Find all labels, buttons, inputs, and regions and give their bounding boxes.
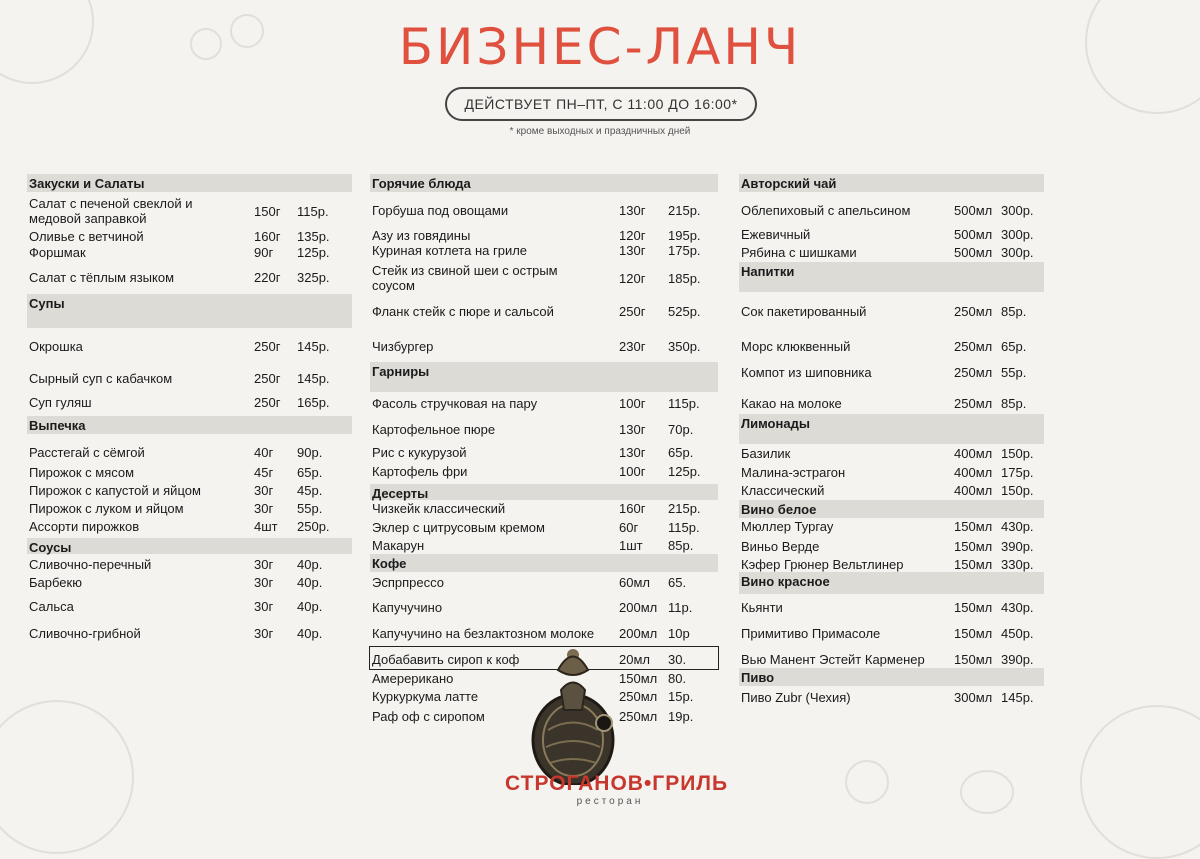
item-name: Кэфер Грюнер Вельтлинер: [741, 556, 904, 572]
menu-item: [27, 464, 352, 480]
item-name: Капучучино: [372, 599, 443, 615]
item-price: 125р.: [668, 463, 701, 479]
menu-item: [739, 648, 1044, 670]
item-portion: 40г: [254, 444, 274, 460]
item-price: 145р.: [297, 338, 330, 354]
menu-item: [370, 242, 718, 258]
menu-item: [27, 262, 352, 292]
bread-sketch: [960, 770, 1014, 814]
item-price: 525р.: [668, 303, 701, 319]
section-header: Вино белое: [739, 500, 1044, 518]
brand-logo: [505, 772, 729, 807]
item-portion: 250мл: [619, 688, 658, 704]
menu-item: [370, 444, 718, 460]
item-price: 175р.: [668, 242, 701, 258]
menu-item: [27, 482, 352, 498]
item-price: 185р.: [668, 270, 701, 286]
item-portion: 500мл: [954, 202, 993, 218]
item-price: 10р: [668, 625, 690, 641]
item-name: Вью Манент Эстейт Карменер: [741, 651, 925, 667]
item-price: 300р.: [1001, 202, 1034, 218]
item-name: Форшмак: [29, 244, 86, 260]
menu-item: [27, 624, 352, 642]
section-header: Супы: [27, 294, 352, 328]
item-name: Горбуша под овощами: [372, 202, 509, 218]
item-name: Ежевичный: [741, 226, 811, 242]
item-portion: 120г: [619, 270, 646, 286]
item-price: 145р.: [1001, 689, 1034, 705]
item-portion: 220г: [254, 269, 281, 285]
item-portion: 400мл: [954, 445, 993, 461]
item-price: 115р.: [297, 203, 329, 219]
menu-item: [739, 244, 1044, 260]
item-portion: 150мл: [954, 518, 993, 534]
item-portion: 30г: [254, 625, 274, 641]
brand-name: СТРОГАНОВ•ГРИЛЬ: [505, 772, 729, 795]
menu-item: [27, 194, 352, 228]
item-portion: 250мл: [954, 338, 993, 354]
item-name: Ассорти пирожков: [29, 518, 140, 534]
item-portion: 400мл: [954, 482, 993, 498]
hours-footnote: * кроме выходных и праздничных дней: [509, 126, 691, 137]
item-portion: 90г: [254, 244, 274, 260]
menu-item: [27, 570, 352, 594]
item-portion: 4шт: [254, 518, 278, 534]
item-name: Чизкейк классический: [372, 500, 506, 516]
menu-item: [27, 444, 352, 460]
menu-item: [739, 196, 1044, 224]
item-price: 65р.: [668, 444, 694, 460]
item-price: 115р.: [668, 519, 700, 535]
item-name: Барбекю: [29, 574, 82, 590]
item-name: Раф оф с сиропом: [372, 708, 485, 724]
item-price: 145р.: [297, 370, 330, 386]
menu-item: [370, 462, 718, 480]
item-price: 65р.: [297, 464, 323, 480]
item-name: Салат с печеной свеклой и медовой заправкой: [29, 196, 193, 226]
menu-item: [370, 416, 718, 442]
item-portion: 30г: [254, 574, 274, 590]
menu-item: [27, 394, 352, 410]
menu-item: [739, 538, 1044, 554]
item-name: Сок пакетированный: [741, 303, 867, 319]
section-header: Закуски и Салаты: [27, 174, 352, 192]
section-header: Пиво: [739, 668, 1044, 686]
item-price: 55р.: [297, 500, 323, 516]
item-portion: 160г: [254, 228, 281, 244]
item-price: 390р.: [1001, 538, 1034, 554]
item-portion: 130г: [619, 421, 646, 437]
item-name: Салат с тёплым языком: [29, 269, 175, 285]
item-name: Пирожок с мясом: [29, 464, 135, 480]
item-price: 350р.: [668, 338, 701, 354]
item-price: 45р.: [297, 482, 323, 498]
section-header: Десерты: [370, 484, 718, 500]
brand-subtitle: ресторан: [576, 796, 644, 807]
item-portion: 30г: [254, 556, 274, 572]
item-name: Стейк из свиной шеи с острым соусом: [372, 263, 558, 293]
item-price: 430р.: [1001, 599, 1034, 615]
item-price: 195р.: [668, 227, 701, 243]
item-name: Классический: [741, 482, 825, 498]
item-price: 150р.: [1001, 482, 1034, 498]
menu-item: [739, 226, 1044, 242]
item-name: Облепиховый с апельсином: [741, 202, 911, 218]
menu-item: [739, 392, 1044, 414]
item-portion: 200мл: [619, 625, 658, 641]
item-name: Рябина с шишками: [741, 244, 857, 260]
item-portion: 230г: [619, 338, 646, 354]
item-name: Малина-эстрагон: [741, 464, 846, 480]
menu-item: [27, 228, 352, 244]
menu-item: [739, 294, 1044, 328]
item-name: Куриная котлета на гриле: [372, 242, 528, 258]
item-portion: 500мл: [954, 226, 993, 242]
item-price: 85р.: [1001, 395, 1027, 411]
section-header: Соусы: [27, 538, 352, 554]
section-header: Напитки: [739, 262, 1044, 292]
item-price: 135р.: [297, 228, 330, 244]
item-portion: 100г: [619, 463, 646, 479]
item-name: Рис с кукурузой: [372, 444, 467, 460]
item-portion: 150мл: [954, 556, 993, 572]
item-price: 175р.: [1001, 464, 1034, 480]
item-price: 430р.: [1001, 518, 1034, 534]
item-price: 40р.: [297, 574, 323, 590]
menu-item: [739, 556, 1044, 572]
section-header: Лимонады: [739, 414, 1044, 444]
item-portion: 250г: [254, 370, 281, 386]
menu-item: [27, 364, 352, 392]
item-portion: 250мл: [954, 395, 993, 411]
item-name: Сливочно-перечный: [29, 556, 152, 572]
item-price: 19р.: [668, 708, 694, 724]
item-portion: 60г: [619, 519, 639, 535]
item-portion: 160г: [619, 500, 646, 516]
mushroom-sketch: [845, 760, 889, 804]
item-portion: 30г: [254, 598, 274, 614]
menu-item: [739, 444, 1044, 462]
menu-item: [370, 394, 718, 412]
item-portion: 150мл: [954, 625, 993, 641]
item-price: 85р.: [1001, 303, 1027, 319]
item-price: 325р.: [297, 269, 330, 285]
item-name: Пирожок с капустой и яйцом: [29, 482, 201, 498]
item-portion: 200мл: [619, 599, 658, 615]
item-name: Пирожок с луком и яйцом: [29, 500, 184, 516]
item-portion: 250г: [619, 303, 646, 319]
item-portion: 250мл: [954, 303, 993, 319]
item-name: Фланк стейк с пюре и сальсой: [372, 303, 554, 319]
section-header: Вино красное: [739, 572, 1044, 594]
item-name: Сырный суп с кабачком: [29, 370, 173, 386]
item-portion: 150мл: [954, 651, 993, 667]
item-name: Расстегай с сёмгой: [29, 444, 145, 460]
item-name: Компот из шиповника: [741, 364, 872, 380]
item-price: 115р.: [668, 395, 700, 411]
menu-item: [370, 574, 718, 590]
item-price: 70р.: [668, 421, 694, 437]
section-header: Выпечка: [27, 416, 352, 434]
item-price: 165р.: [297, 394, 330, 410]
item-price: 125р.: [297, 244, 330, 260]
item-name: Чизбургер: [372, 338, 434, 354]
menu-item: [27, 500, 352, 516]
souvenir-magnet: [518, 635, 628, 785]
section-header: Гарниры: [370, 362, 718, 392]
item-name: Оливье с ветчиной: [29, 228, 144, 244]
plate-sketch-bottom-left: [0, 700, 134, 854]
menu-item: [370, 196, 718, 224]
item-portion: 250мл: [954, 364, 993, 380]
item-name: Картофель фри: [372, 463, 468, 479]
menu-item: [27, 594, 352, 618]
item-price: 150р.: [1001, 445, 1034, 461]
item-name: Куркуркума латте: [372, 688, 479, 704]
item-name: Виньо Верде: [741, 538, 820, 554]
section-header: Кофе: [370, 554, 718, 572]
item-price: 30.: [668, 651, 687, 667]
item-name: Сливочно-грибной: [29, 625, 141, 641]
item-portion: 400мл: [954, 464, 993, 480]
menu-item: [739, 464, 1044, 480]
item-portion: 250г: [254, 338, 281, 354]
menu-item: [370, 598, 718, 616]
menu-item: [739, 482, 1044, 498]
menu-item: [739, 624, 1044, 642]
item-price: 330р.: [1001, 556, 1034, 572]
item-name: Амерериканo: [372, 670, 454, 686]
item-portion: 100г: [619, 395, 646, 411]
item-name: Эспрпрессо: [372, 574, 444, 590]
section-header: Горячие блюда: [370, 174, 718, 192]
menu-item: [739, 596, 1044, 618]
item-price: 300р.: [1001, 244, 1034, 260]
item-price: 80.: [668, 670, 687, 686]
item-name: Фасоль стручковая на пару: [372, 395, 538, 411]
menu-item: [739, 330, 1044, 362]
item-price: 450р.: [1001, 625, 1034, 641]
item-name: Сальса: [29, 598, 74, 614]
item-name: Добабавить сироп к коф: [372, 651, 520, 667]
item-price: 65р.: [1001, 338, 1027, 354]
item-portion: 150мл: [619, 670, 658, 686]
item-name: Картофельное пюре: [372, 421, 496, 437]
item-price: 15р.: [668, 688, 694, 704]
item-portion: 45г: [254, 464, 274, 480]
item-name: Капучучино на безлактозном молоке: [372, 625, 595, 641]
item-price: 300р.: [1001, 226, 1034, 242]
menu-item: [370, 518, 718, 536]
item-price: 250р.: [297, 518, 330, 534]
menu-item: [27, 332, 352, 360]
menu-item: [370, 536, 718, 554]
menu-item: [27, 518, 352, 534]
item-name: Эклер с цитрусовым кремом: [372, 519, 545, 535]
item-name: Азу из говядины: [372, 227, 471, 243]
item-price: 11р.: [668, 599, 693, 615]
item-name: Морс клюквенный: [741, 338, 851, 354]
hours-badge: ДЕЙСТВУЕТ ПН–ПТ, С 11:00 ДО 16:00*: [445, 87, 757, 121]
item-name: Базилик: [741, 445, 791, 461]
item-portion: 130г: [619, 444, 646, 460]
item-portion: 500мл: [954, 244, 993, 260]
item-name: Мюллер Тургау: [741, 518, 834, 534]
plate-sketch-bottom-right: [1080, 705, 1200, 859]
item-portion: 150мл: [954, 599, 993, 615]
item-portion: 130г: [619, 202, 646, 218]
item-price: 390р.: [1001, 651, 1034, 667]
menu-item: [370, 500, 718, 516]
item-price: 215р.: [668, 500, 701, 516]
item-portion: 130г: [619, 242, 646, 258]
item-portion: 120г: [619, 227, 646, 243]
item-portion: 150г: [254, 203, 281, 219]
page-title: БИЗНЕС-ЛАНЧ: [398, 18, 802, 76]
item-portion: 20мл: [619, 651, 650, 667]
item-name: Суп гуляш: [29, 394, 92, 410]
item-portion: 250мл: [619, 708, 658, 724]
item-price: 215р.: [668, 202, 701, 218]
item-name: Примитиво Примасоле: [741, 625, 881, 641]
item-price: 40р.: [297, 598, 323, 614]
item-price: 90р.: [297, 444, 323, 460]
menu-item: [370, 332, 718, 360]
menu-item: [370, 262, 718, 294]
item-portion: 30г: [254, 500, 274, 516]
item-portion: 250г: [254, 394, 281, 410]
item-name: Какао на молоке: [741, 395, 842, 411]
item-name: Пиво Zubr (Чехия): [741, 689, 851, 705]
menu-item: [27, 244, 352, 260]
item-portion: 60мл: [619, 574, 650, 590]
item-portion: 300мл: [954, 689, 993, 705]
menu-item: [739, 518, 1044, 534]
menu-item: [370, 294, 718, 328]
item-name: Кьянти: [741, 599, 783, 615]
item-price: 40р.: [297, 625, 323, 641]
item-name: Окрошка: [29, 338, 83, 354]
item-portion: 30г: [254, 482, 274, 498]
menu-item: [739, 688, 1044, 706]
section-header: Авторский чай: [739, 174, 1044, 192]
item-portion: 150мл: [954, 538, 993, 554]
item-price: 85р.: [668, 537, 694, 553]
item-price: 55р.: [1001, 364, 1027, 380]
menu-item: [739, 362, 1044, 382]
item-price: 40р.: [297, 556, 323, 572]
item-portion: 1шт: [619, 537, 643, 553]
item-name: Макарун: [372, 537, 425, 553]
item-price: 65.: [668, 574, 687, 590]
